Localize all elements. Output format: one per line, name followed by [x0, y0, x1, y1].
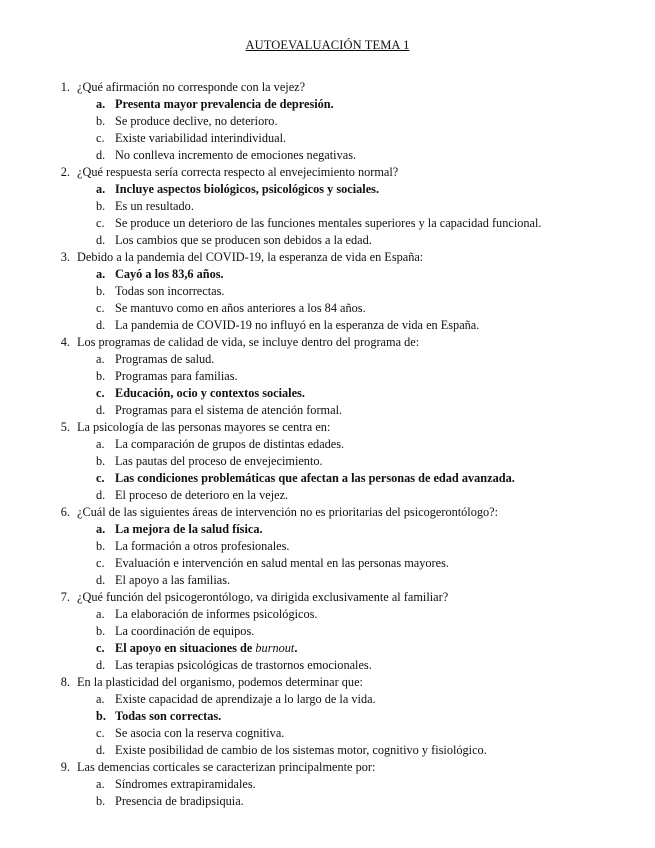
question-number: 6. [60, 505, 70, 519]
option-letter: c. [96, 471, 105, 485]
answer-option [0, 352, 655, 369]
question-item [0, 675, 655, 692]
option-text: La comparación de grupos de distintas edades. [115, 437, 345, 451]
answer-option [0, 539, 655, 556]
answer-option [0, 658, 655, 675]
correct-answer-option [0, 267, 655, 284]
question-text: ¿Cuál de las siguientes áreas de intervención no es prioritarias del psicogerontólogo?: [77, 505, 499, 519]
page-title: AUTOEVALUACIÓN TEMA 1 [245, 38, 410, 52]
question-text: Debido a la pandemia del COVID-19, la esperanza de vida en España: [77, 250, 424, 264]
option-letter: d. [96, 573, 106, 587]
question-text: Las demencias corticales se caracterizan principalmente por: [77, 760, 376, 774]
option-letter: c. [96, 216, 105, 230]
option-text: Presenta mayor prevalencia de depresión. [115, 97, 334, 111]
option-text: Programas de salud. [115, 352, 215, 366]
option-letter: d. [96, 743, 106, 757]
option-text: Las pautas del proceso de envejecimiento. [115, 454, 323, 468]
option-letter: a. [96, 777, 105, 791]
question-number: 5. [60, 420, 70, 434]
answer-option [0, 114, 655, 131]
answer-option [0, 301, 655, 318]
option-text: Evaluación e intervención en salud mental en las personas mayores. [115, 556, 449, 570]
answer-option [0, 233, 655, 250]
option-text: El apoyo a las familias. [115, 573, 231, 587]
option-letter: b. [96, 114, 106, 128]
answer-option [0, 607, 655, 624]
option-letter: d. [96, 403, 106, 417]
option-text: Síndromes extrapiramidales. [115, 777, 256, 791]
option-text: Se asocia con la reserva cognitiva. [115, 726, 285, 740]
option-text: Todas son incorrectas. [115, 284, 225, 298]
option-letter: c. [96, 386, 105, 400]
option-text: El apoyo en situaciones de burnout. [115, 641, 298, 655]
answer-option [0, 556, 655, 573]
option-text: Se mantuvo como en años anteriores a los 84 años. [115, 301, 366, 315]
option-letter: d. [96, 318, 106, 332]
option-text: El proceso de deterioro en la vejez. [115, 488, 289, 502]
option-text: Es un resultado. [115, 199, 194, 213]
correct-answer-option [0, 641, 655, 658]
question-number: 7. [60, 590, 70, 604]
answer-option [0, 624, 655, 641]
option-letter: b. [96, 794, 106, 808]
option-text: La coordinación de equipos. [115, 624, 255, 638]
option-text: La formación a otros profesionales. [115, 539, 290, 553]
question-text: La psicología de las personas mayores se centra en: [77, 420, 331, 434]
option-text: Todas son correctas. [115, 709, 222, 723]
option-letter: b. [96, 199, 106, 213]
question-list [0, 80, 655, 811]
question-item [0, 420, 655, 437]
option-text: Se produce declive, no deterioro. [115, 114, 278, 128]
question-item [0, 590, 655, 607]
question-item [0, 335, 655, 352]
question-text: ¿Qué afirmación no corresponde con la vejez? [77, 80, 306, 94]
option-letter: a. [96, 692, 105, 706]
option-text: Incluye aspectos biológicos, psicológicos y sociales. [115, 182, 380, 196]
option-letter: b. [96, 284, 106, 298]
option-text: Cayó a los 83,6 años. [115, 267, 224, 281]
option-letter: c. [96, 726, 105, 740]
answer-option [0, 794, 655, 811]
answer-option [0, 403, 655, 420]
answer-option [0, 437, 655, 454]
question-text: ¿Qué función del psicogerontólogo, va dirigida exclusivamente al familiar? [77, 590, 449, 604]
question-number: 9. [60, 760, 70, 774]
question-number: 4. [60, 335, 70, 349]
option-text: Programas para el sistema de atención formal. [115, 403, 343, 417]
answer-option [0, 488, 655, 505]
option-text: Los cambios que se producen son debidos a la edad. [115, 233, 372, 247]
option-letter: c. [96, 556, 105, 570]
question-item [0, 250, 655, 267]
option-letter: a. [96, 607, 105, 621]
option-text: Existe posibilidad de cambio de los sistemas motor, cognitivo y fisiológico. [115, 743, 487, 757]
option-text: Las terapias psicológicas de trastornos emocionales. [115, 658, 372, 672]
option-text: La elaboración de informes psicológicos. [115, 607, 318, 621]
answer-option [0, 573, 655, 590]
option-letter: d. [96, 233, 106, 247]
question-item [0, 165, 655, 182]
answer-option [0, 284, 655, 301]
option-letter: a. [96, 352, 105, 366]
correct-answer-option [0, 97, 655, 114]
question-number: 2. [60, 165, 70, 179]
correct-answer-option [0, 471, 655, 488]
option-text: Se produce un deterioro de las funciones mentales superiores y la capacidad funcional. [115, 216, 542, 230]
option-text: Presencia de bradipsiquia. [115, 794, 244, 808]
option-letter: a. [96, 437, 105, 451]
option-text: Las condiciones problemáticas que afectan a las personas de edad avanzada. [115, 471, 515, 485]
option-letter: b. [96, 624, 106, 638]
option-letter: b. [96, 539, 106, 553]
correct-answer-option [0, 182, 655, 199]
answer-option [0, 199, 655, 216]
question-item [0, 760, 655, 777]
option-letter: d. [96, 488, 106, 502]
question-item [0, 80, 655, 97]
option-text: La pandemia de COVID-19 no influyó en la esperanza de vida en España. [115, 318, 480, 332]
answer-option [0, 148, 655, 165]
answer-option [0, 743, 655, 760]
option-letter: d. [96, 148, 106, 162]
question-number: 1. [60, 80, 70, 94]
answer-option [0, 454, 655, 471]
option-text: Existe capacidad de aprendizaje a lo largo de la vida. [115, 692, 376, 706]
question-item [0, 505, 655, 522]
question-text: ¿Qué respuesta sería correcta respecto al envejecimiento normal? [77, 165, 399, 179]
answer-option [0, 318, 655, 335]
question-number: 3. [60, 250, 70, 264]
option-letter: b. [96, 369, 106, 383]
question-text: Los programas de calidad de vida, se incluye dentro del programa de: [77, 335, 420, 349]
answer-option [0, 369, 655, 386]
option-letter: b. [96, 454, 106, 468]
answer-option [0, 131, 655, 148]
option-text: No conlleva incremento de emociones negativas. [115, 148, 357, 162]
correct-answer-option [0, 522, 655, 539]
option-text: Programas para familias. [115, 369, 238, 383]
question-text: En la plasticidad del organismo, podemos determinar que: [77, 675, 363, 689]
option-letter: c. [96, 131, 105, 145]
option-text: La mejora de la salud física. [115, 522, 263, 536]
option-letter: c. [96, 301, 105, 315]
option-letter: a. [96, 182, 106, 196]
answer-option [0, 692, 655, 709]
correct-answer-option [0, 386, 655, 403]
option-letter: a. [96, 97, 106, 111]
option-text: Existe variabilidad interindividual. [115, 131, 287, 145]
answer-option [0, 216, 655, 233]
correct-answer-option [0, 709, 655, 726]
option-letter: a. [96, 522, 106, 536]
option-emphasis: burnout [255, 641, 295, 655]
option-letter: c. [96, 641, 105, 655]
option-text: Educación, ocio y contextos sociales. [115, 386, 305, 400]
option-letter: d. [96, 658, 106, 672]
option-letter: a. [96, 267, 106, 281]
answer-option [0, 777, 655, 794]
option-letter: b. [96, 709, 106, 723]
answer-option [0, 726, 655, 743]
question-number: 8. [60, 675, 70, 689]
